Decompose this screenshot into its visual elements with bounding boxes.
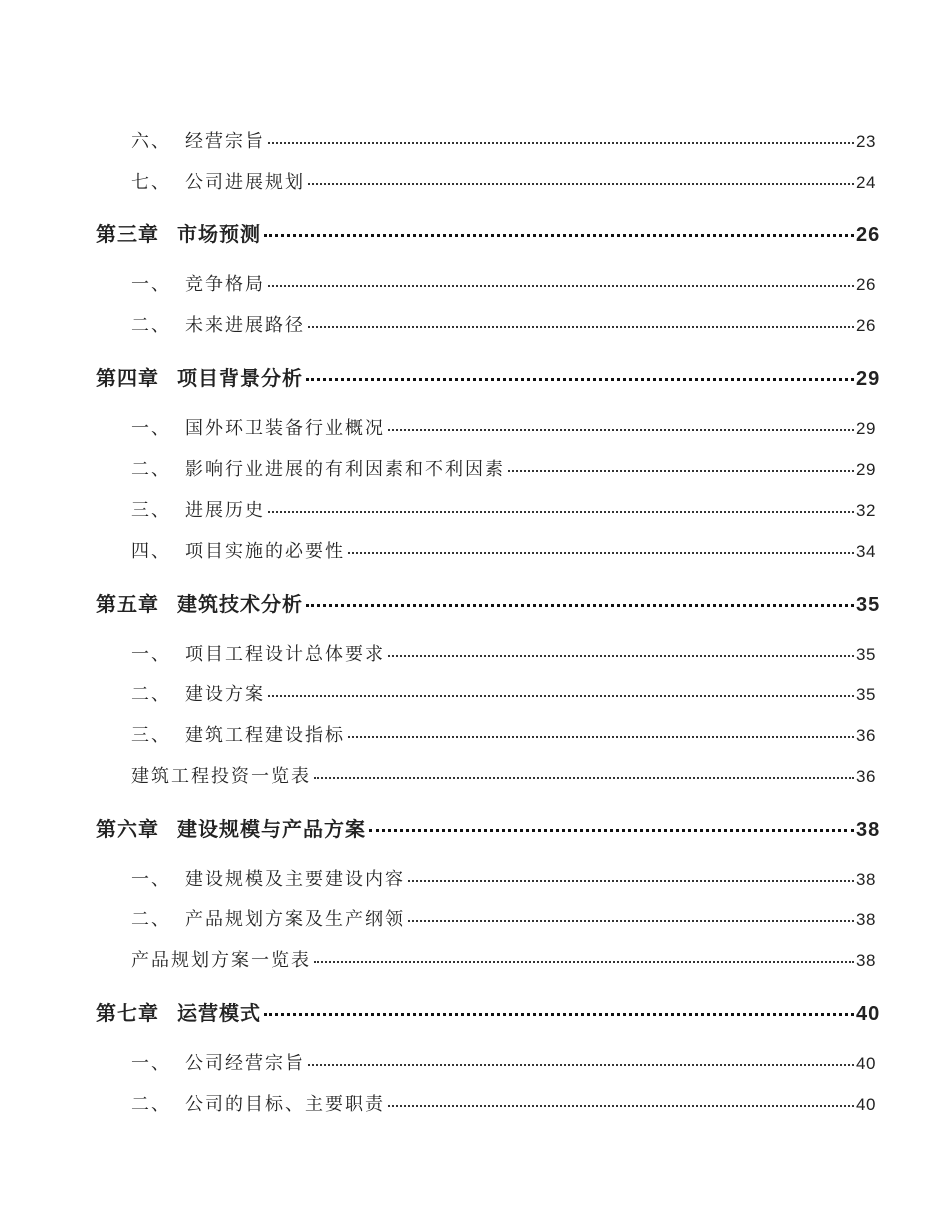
toc-section-entry[interactable] (0, 127, 950, 153)
chapter-number: 第三章 (96, 222, 159, 246)
chapter-number: 第五章 (96, 592, 159, 616)
dot-leader (388, 1105, 854, 1107)
section-number: 二、 (131, 909, 171, 930)
page-number: 35 (856, 685, 876, 704)
section-number: 二、 (131, 315, 171, 336)
section-title: 产品规划方案及生产纲领 (185, 909, 405, 930)
toc-section-entry[interactable] (0, 537, 950, 563)
dot-leader (306, 604, 854, 607)
toc-section-entry[interactable] (0, 905, 950, 931)
toc-entry-heading (0, 762, 311, 788)
toc-section-entry[interactable] (0, 1049, 950, 1075)
section-title: 项目实施的必要性 (185, 541, 345, 562)
toc-entry-heading (0, 1090, 385, 1116)
toc-section-entry[interactable] (0, 1090, 950, 1116)
section-number: 一、 (131, 1053, 171, 1074)
dot-leader (268, 285, 854, 287)
toc-section-entry[interactable] (0, 168, 950, 194)
toc-entry-heading (0, 270, 265, 296)
section-title: 建筑工程建设指标 (185, 725, 345, 746)
section-title: 国外环卫装备行业概况 (185, 418, 385, 439)
toc-section-entry[interactable] (0, 270, 950, 296)
dot-leader (306, 378, 854, 381)
toc-section-entry[interactable] (0, 640, 950, 666)
section-title: 公司进展规划 (185, 172, 305, 193)
section-number: 七、 (131, 172, 171, 193)
section-title: 未来进展路径 (185, 315, 305, 336)
toc-entry-heading (0, 813, 366, 842)
page-number: 36 (856, 726, 876, 745)
section-number: 一、 (131, 644, 171, 665)
section-number: 三、 (131, 500, 171, 521)
toc-entry-heading (0, 640, 385, 666)
page-number: 38 (856, 819, 881, 841)
section-number: 二、 (131, 1094, 171, 1115)
chapter-number: 第六章 (96, 817, 159, 841)
toc-section-entry[interactable] (0, 414, 950, 440)
chapter-title: 项目背景分析 (177, 366, 303, 390)
section-title: 建设方案 (185, 684, 265, 705)
toc-entry-heading (0, 168, 305, 194)
dot-leader (314, 777, 854, 779)
chapter-number: 第四章 (96, 366, 159, 390)
toc-entry-heading (0, 311, 305, 337)
dot-leader (508, 470, 854, 472)
section-number: 六、 (131, 131, 171, 152)
section-title: 公司经营宗旨 (185, 1053, 305, 1074)
section-title: 建设规模及主要建设内容 (185, 869, 405, 890)
page-number: 40 (856, 1095, 876, 1114)
toc-chapter-entry[interactable] (0, 588, 950, 617)
section-title: 项目工程设计总体要求 (185, 644, 385, 665)
chapter-title: 建设规模与产品方案 (177, 817, 366, 841)
page-number: 38 (856, 910, 876, 929)
section-number: 四、 (131, 541, 171, 562)
page-number: 26 (856, 224, 881, 246)
section-number: 一、 (131, 418, 171, 439)
page-number: 29 (856, 419, 876, 438)
toc-entry-heading (0, 997, 261, 1026)
section-title: 影响行业进展的有利因素和不利因素 (185, 459, 505, 480)
page-number: 38 (856, 951, 876, 970)
dot-leader (264, 234, 854, 237)
section-number: 二、 (131, 459, 171, 480)
chapter-number: 第七章 (96, 1001, 159, 1025)
page-number: 40 (856, 1003, 881, 1025)
page-number: 24 (856, 173, 876, 192)
page-number: 26 (856, 316, 876, 335)
section-title: 产品规划方案一览表 (131, 950, 311, 971)
page-number: 26 (856, 275, 876, 294)
toc-section-entry[interactable] (0, 311, 950, 337)
toc-section-entry[interactable] (0, 946, 950, 972)
section-title: 经营宗旨 (185, 131, 265, 152)
toc-section-entry[interactable] (0, 455, 950, 481)
dot-leader (314, 961, 854, 963)
section-title: 建筑工程投资一览表 (131, 766, 311, 787)
toc-entry-heading (0, 588, 303, 617)
toc-entry-heading (0, 680, 265, 706)
chapter-title: 市场预测 (177, 222, 261, 246)
toc-entry-heading (0, 946, 311, 972)
dot-leader (268, 695, 854, 697)
dot-leader (264, 1013, 854, 1016)
toc-chapter-entry[interactable] (0, 218, 950, 247)
page-number: 38 (856, 870, 876, 889)
page-number: 29 (856, 460, 876, 479)
dot-leader (308, 326, 854, 328)
toc-entry-heading (0, 905, 405, 931)
toc-entry-heading (0, 414, 385, 440)
dot-leader (308, 183, 854, 185)
dot-leader (348, 552, 854, 554)
section-title: 公司的目标、主要职责 (185, 1094, 385, 1115)
chapter-title: 运营模式 (177, 1001, 261, 1025)
page-number: 32 (856, 501, 876, 520)
toc-entry-heading (0, 865, 405, 891)
page-number: 23 (856, 132, 876, 151)
section-number: 一、 (131, 274, 171, 295)
page-number: 36 (856, 767, 876, 786)
toc-section-entry[interactable] (0, 762, 950, 788)
toc-section-entry[interactable] (0, 496, 950, 522)
page-number: 35 (856, 645, 876, 664)
toc-section-entry[interactable] (0, 680, 950, 706)
dot-leader (408, 880, 854, 882)
toc-section-entry[interactable] (0, 721, 950, 747)
dot-leader (268, 511, 854, 513)
dot-leader (348, 736, 854, 738)
dot-leader (268, 142, 854, 144)
toc-entry-heading (0, 1049, 305, 1075)
dot-leader (408, 920, 854, 922)
page-number: 35 (856, 594, 881, 616)
dot-leader (388, 429, 854, 431)
toc-chapter-entry[interactable] (0, 362, 950, 391)
dot-leader (369, 829, 854, 832)
toc-entry-heading (0, 455, 505, 481)
page-number: 34 (856, 542, 876, 561)
toc-entry-heading (0, 537, 345, 563)
chapter-title: 建筑技术分析 (177, 592, 303, 616)
section-number: 二、 (131, 684, 171, 705)
toc-entry-heading (0, 721, 345, 747)
toc-entry-heading (0, 496, 265, 522)
toc-chapter-entry[interactable] (0, 813, 950, 842)
page-number: 29 (856, 368, 881, 390)
toc-chapter-entry[interactable] (0, 997, 950, 1026)
section-title: 竞争格局 (185, 274, 265, 295)
dot-leader (308, 1064, 854, 1066)
toc-entry-heading (0, 127, 265, 153)
toc-entry-heading (0, 362, 303, 391)
page-number: 40 (856, 1054, 876, 1073)
section-title: 进展历史 (185, 500, 265, 521)
section-number: 一、 (131, 869, 171, 890)
toc-section-entry[interactable] (0, 865, 950, 891)
dot-leader (388, 655, 854, 657)
section-number: 三、 (131, 725, 171, 746)
toc-entry-heading (0, 218, 261, 247)
